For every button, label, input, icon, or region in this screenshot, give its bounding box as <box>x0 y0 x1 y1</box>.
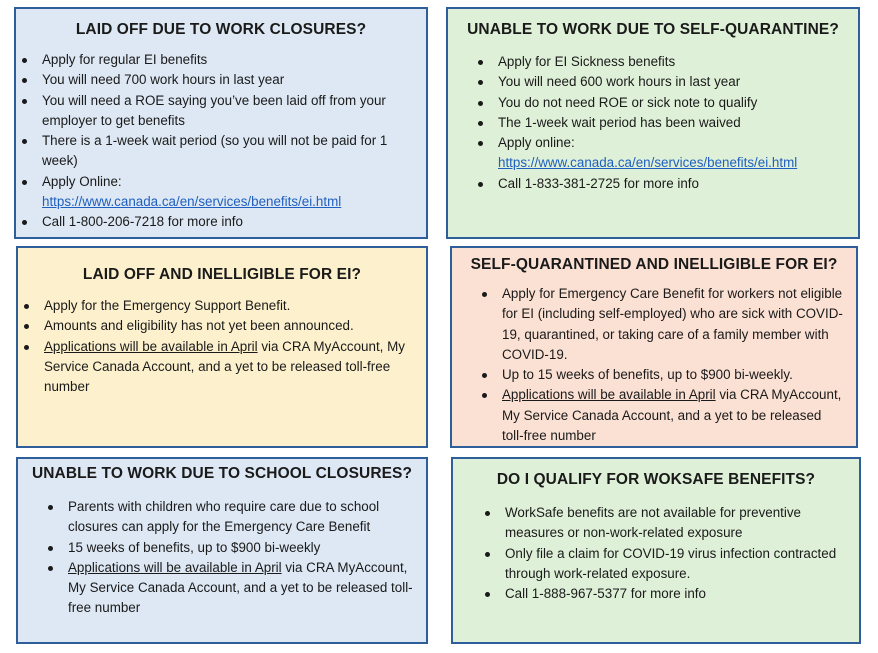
apply-label: Apply online: <box>498 135 575 151</box>
card-title: LAID OFF DUE TO WORK CLOSURES? <box>75 21 367 38</box>
card-worksafe <box>451 457 861 644</box>
card-title: SELF-QUARANTINED AND INELLIGIBLE FOR EI? <box>470 256 838 273</box>
card-quarantined-ineligible <box>450 246 858 448</box>
list-item: Apply for regular EI benefits <box>16 50 414 70</box>
list-item: Call 1-833-381-2725 for more info <box>472 174 858 194</box>
card-title: DO I QUALIFY FOR WOKSAFE BENEFITS? <box>496 471 816 488</box>
list-item: Only file a claim for COVID-19 virus infection contracted through work-related exposure. <box>479 544 849 585</box>
card-laid-off <box>14 7 428 239</box>
list-item: 15 weeks of benefits, up to $900 bi-weekly <box>42 538 416 558</box>
bullet-list <box>18 497 426 619</box>
list-item: The 1-week wait period has been waived <box>472 113 858 133</box>
bullet-list <box>16 50 426 233</box>
applications-notice: Applications will be available in April <box>68 559 282 575</box>
card-title: LAID OFF AND INELLIGIBLE FOR EI? <box>82 266 362 283</box>
card-school-closures <box>16 457 428 644</box>
list-item <box>476 385 844 446</box>
list-item <box>42 558 416 619</box>
card-title: UNABLE TO WORK DUE TO SCHOOL CLOSURES? <box>31 465 413 482</box>
list-item: You will need 600 work hours in last year <box>472 72 858 92</box>
list-item: Apply for the Emergency Support Benefit. <box>18 296 412 316</box>
list-item: Call 1-800-206-7218 for more info <box>16 212 414 232</box>
applications-notice: Applications will be available in April <box>502 387 716 403</box>
list-item: Call 1-888-967-5377 for more info <box>479 584 849 604</box>
list-item: Amounts and eligibility has not yet been announced. <box>18 316 412 336</box>
applications-detail: via CRA MyAccount, My Service Canada Account, and a yet to be released toll-free number <box>44 338 405 395</box>
list-item: WorkSafe benefits are not available for preventive measures or non-work-related exposure <box>479 503 849 544</box>
bullet-list <box>448 52 858 194</box>
ei-link[interactable]: https://www.canada.ca/en/services/benefits/ei.html <box>42 194 342 210</box>
applications-detail: via CRA MyAccount, My Service Canada Account, and a yet to be released toll-free number <box>68 559 413 616</box>
list-item <box>472 133 858 174</box>
card-title: UNABLE TO WORK DUE TO SELF-QUARANTINE? <box>467 21 839 38</box>
list-item: You do not need ROE or sick note to qualify <box>472 93 858 113</box>
bullet-list <box>453 503 859 604</box>
list-item: Up to 15 weeks of benefits, up to $900 bi-weekly. <box>476 365 844 385</box>
list-item: You will need a ROE saying you’ve been laid off from your employer to get benefits <box>16 91 414 132</box>
apply-label: Apply Online: <box>42 173 122 189</box>
applications-detail: via CRA MyAccount, My Service Canada Account, and a yet to be released toll-free number <box>502 387 842 444</box>
list-item: Apply for EI Sickness benefits <box>472 52 858 72</box>
list-item <box>18 337 412 398</box>
list-item: You will need 700 work hours in last year <box>16 70 414 90</box>
bullet-list <box>452 284 856 446</box>
card-self-quarantine <box>446 7 860 239</box>
bullet-list <box>18 296 426 397</box>
list-item <box>16 172 414 213</box>
card-laid-off-ineligible <box>16 246 428 448</box>
list-item: Apply for Emergency Care Benefit for workers not eligible for EI (including self-employed) who are sick with COVID-19, quarantined, or taking care of a family member with COVID-19. <box>476 284 844 365</box>
ei-link[interactable]: https://www.canada.ca/en/services/benefits/ei.html <box>498 155 798 171</box>
applications-notice: Applications will be available in April <box>44 338 258 354</box>
list-item: There is a 1-week wait period (so you will not be paid for 1 week) <box>16 131 414 172</box>
list-item: Parents with children who require care due to school closures can apply for the Emergency Care Benefit <box>42 497 416 538</box>
